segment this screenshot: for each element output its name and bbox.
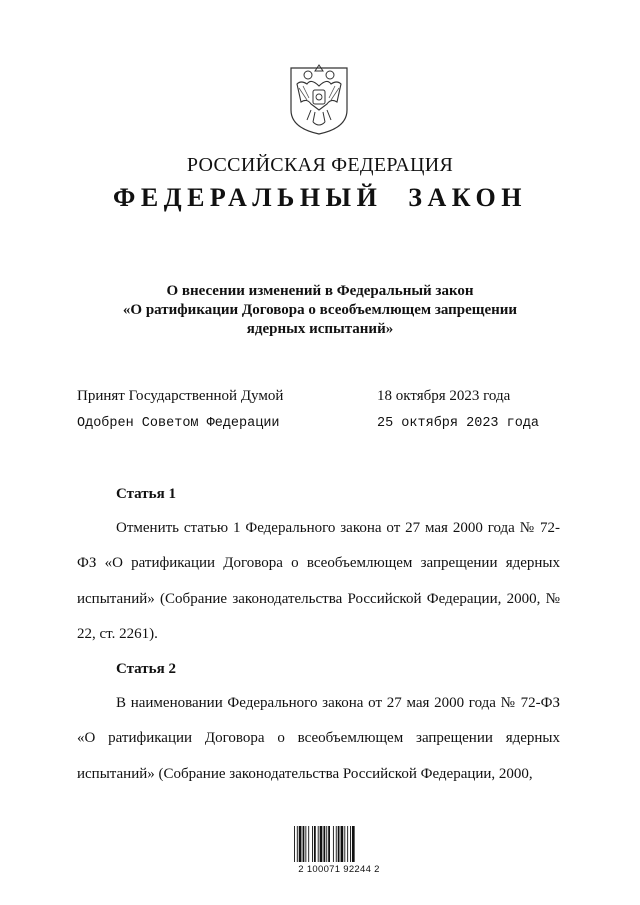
law-type-heading: ФЕДЕРАЛЬНЫЙ ЗАКОН	[113, 183, 527, 212]
country-name: РОССИЙСКАЯ ФЕДЕРАЦИЯ	[186, 154, 454, 176]
adoption-date: 25 октября 2023 года	[377, 416, 540, 431]
law-title-line: ядерных испытаний»	[246, 321, 394, 337]
barcode-number: 2 100071 92244 2	[298, 864, 380, 875]
law-title	[80, 282, 560, 339]
adoption-label: Принят Государственной Думой	[77, 388, 284, 404]
article-1-heading: Статья 1	[116, 486, 176, 502]
article-2-text: В наименовании Федерального закона от 27 мая 2000 года № 72-ФЗ «О ратификации Договора о всеобъемлющем запрещении ядерных испытаний» (Собрание законодательства Российской Федерации, 2000,	[77, 695, 560, 782]
article-1-text: Отменить статью 1 Федерального закона от 27 мая 2000 года № 72-ФЗ «О ратификации Договора о всеобъемлющем запрещении ядерных испытаний» (Собрание законодательства Российской Федерации, 2000, № 22, ст. 2261).	[77, 520, 560, 642]
law-title-line: О внесении изменений в Федеральный закон	[166, 283, 474, 299]
law-title-line: «О ратификации Договора о всеобъемлющем запрещении	[122, 302, 518, 318]
adoption-date: 18 октября 2023 года	[377, 388, 511, 404]
adoption-label: Одобрен Советом Федерации	[77, 416, 280, 431]
article-2-heading: Статья 2	[116, 661, 176, 677]
coat-of-arms-icon	[287, 62, 351, 136]
